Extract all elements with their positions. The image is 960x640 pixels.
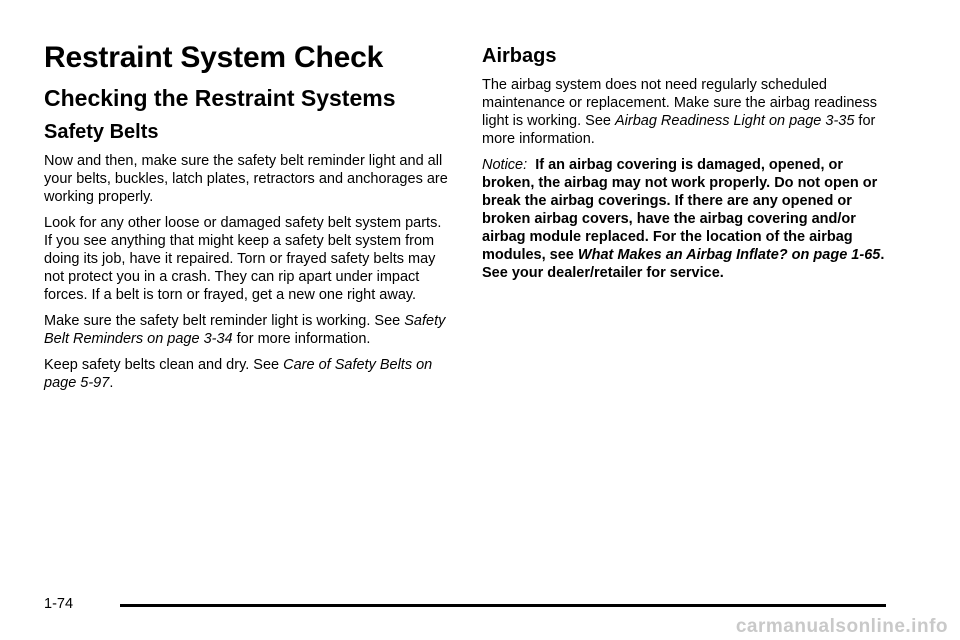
paragraph-text: Keep safety belts clean and dry. See xyxy=(44,357,284,373)
paragraph-text: Make sure the safety belt reminder light is working. See xyxy=(44,313,405,329)
cross-reference-link[interactable]: Safety Belt Reminders on page 3-34 xyxy=(44,313,446,347)
cross-reference-link[interactable]: What Makes an Airbag Inflate? on page 1-65 xyxy=(577,247,881,263)
paragraph-text: for more information. xyxy=(232,331,371,347)
paragraph-text: The airbag system does not need regularly scheduled maintenance or replacement. Make sure the airbag readiness light is working. See xyxy=(482,77,877,129)
cross-reference-link[interactable]: Care of Safety Belts on page 5-97 xyxy=(44,357,433,391)
airbags-paragraph xyxy=(482,76,887,148)
left-column xyxy=(44,40,449,400)
paragraph-text: . xyxy=(109,375,114,391)
safety-belts-paragraph-1: Now and then, make sure the safety belt reminder light and all your belts, buckles, latch plates, retractors and anchorages are working properly. xyxy=(44,153,448,205)
notice-label: Notice: xyxy=(482,157,528,173)
airbags-heading: Airbags xyxy=(482,45,557,67)
page-title: Restraint System Check xyxy=(44,41,384,74)
safety-belts-paragraph-2: Look for any other loose or damaged safety belt system parts. If you see anything that might keep a safety belt system from doing its job, have it repaired. Torn or frayed safety belts may not protect you in a crash. They can rip apart under impact forces. If a belt is torn or frayed, get a new one right away. xyxy=(44,215,442,303)
cross-reference-link[interactable]: Airbag Readiness Light on page 3-35 xyxy=(614,113,855,129)
page-number: 1-74 xyxy=(44,596,74,612)
notice-paragraph xyxy=(482,156,887,282)
subsection-heading: Safety Belts xyxy=(44,121,159,143)
watermark-logo: carmanualsonline.info xyxy=(735,616,948,637)
notice-text-tail: . See your dealer/retailer for service. xyxy=(482,247,885,281)
notice-text: If an airbag covering is damaged, opened, or broken, the airbag may not work properly. Do not open or break the airbag coverings. If there are any opened or broken airbag covers, have the airbag covering and/or airbag module replaced. For the location of the airbag modules, see xyxy=(482,157,878,263)
safety-belts-paragraph-3 xyxy=(44,312,449,348)
safety-belts-paragraph-4 xyxy=(44,356,449,392)
paragraph-text: for more information. xyxy=(482,113,876,147)
right-column xyxy=(482,44,887,290)
footer-rule xyxy=(120,604,886,607)
notice-block xyxy=(482,156,887,282)
section-heading: Checking the Restraint Systems xyxy=(44,85,396,111)
